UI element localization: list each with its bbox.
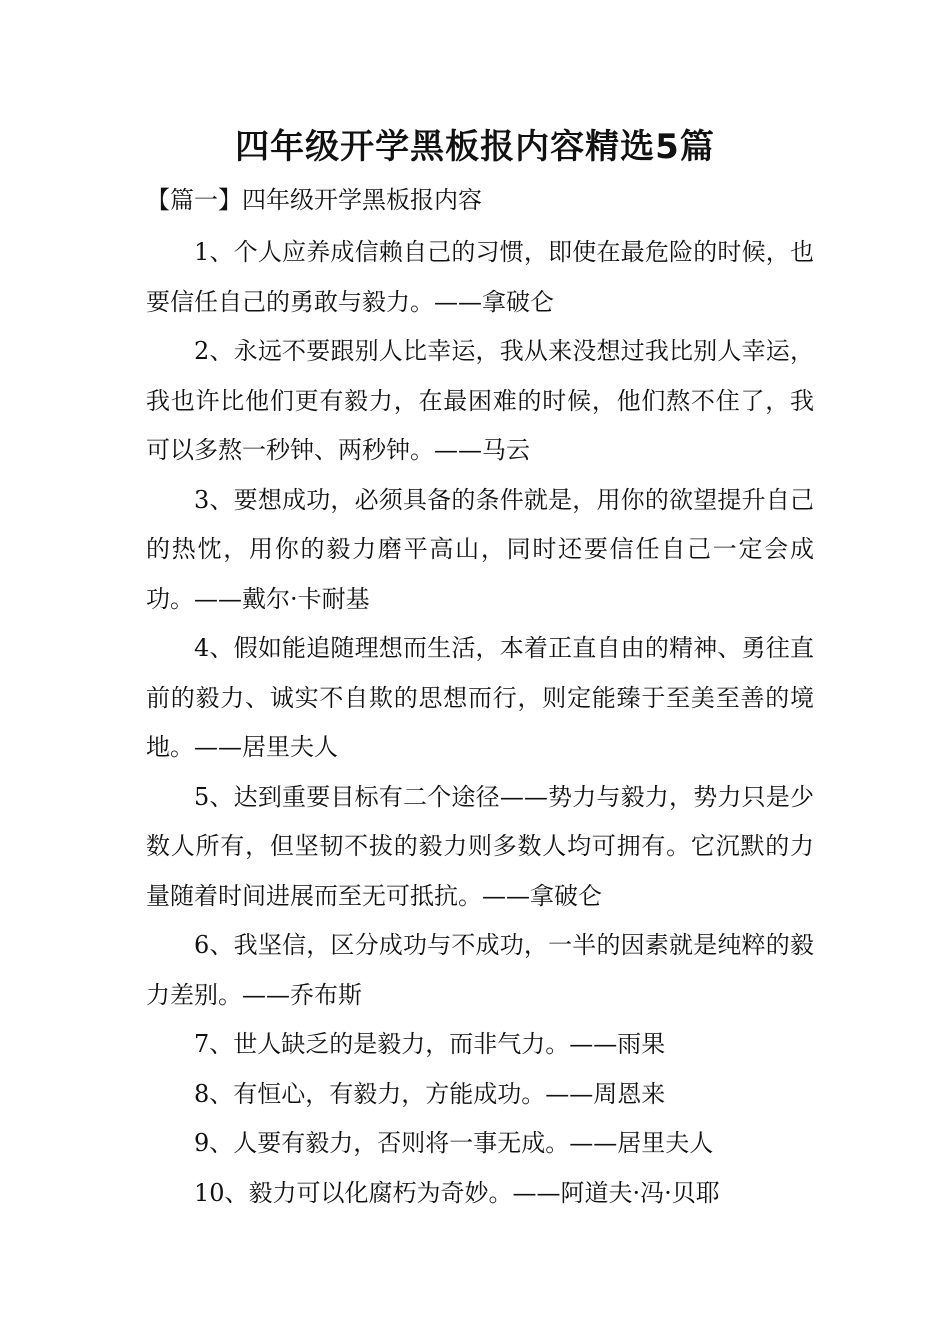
quote-paragraph-7: 7、世人缺乏的是毅力，而非气力。——雨果 <box>194 1030 666 1058</box>
section-heading: 【篇一】四年级开学黑板报内容 <box>146 186 482 214</box>
quote-paragraph-4: 4、假如能追随理想而生活，本着正直自由的精神、勇往直前的毅力、诚实不自欺的思想而行，则定能臻于至美至善的境地。——居里夫人 <box>146 634 814 761</box>
quote-paragraph-1: 1、个人应养成信赖自己的习惯，即使在最危险的时候，也要信任自己的勇敢与毅力。——拿破仑 <box>146 238 814 316</box>
quote-paragraph-8: 8、有恒心，有毅力，方能成功。——周恩来 <box>194 1079 666 1108</box>
quote-paragraph-10: 10、毅力可以化腐朽为奇妙。——阿道夫·冯·贝耶 <box>194 1178 720 1207</box>
document-body <box>146 228 814 1218</box>
quote-paragraph-2: 2、永远不要跟别人比幸运，我从来没想过我比别人幸运，我也许比他们更有毅力，在最困难的时候，他们熬不住了，我可以多熬一秒钟、两秒钟。——马云 <box>146 337 814 464</box>
quote-paragraph-6: 6、我坚信，区分成功与不成功，一半的因素就是纯粹的毅力差别。——乔布斯 <box>146 931 814 1009</box>
quote-paragraph-9: 9、人要有毅力，否则将一事无成。——居里夫人 <box>194 1129 714 1157</box>
quote-paragraph-3: 3、要想成功，必须具备的条件就是，用你的欲望提升自己的热忱，用你的毅力磨平高山，同时还要信任自己一定会成功。——戴尔·卡耐基 <box>146 485 814 613</box>
document-title: 四年级开学黑板报内容精选5篇 <box>235 127 715 167</box>
quote-paragraph-5: 5、达到重要目标有二个途径——势力与毅力，势力只是少数人所有，但坚韧不拔的毅力则多数人均可拥有。它沉默的力量随着时间进展而至无可抵抗。——拿破仑 <box>146 782 814 910</box>
